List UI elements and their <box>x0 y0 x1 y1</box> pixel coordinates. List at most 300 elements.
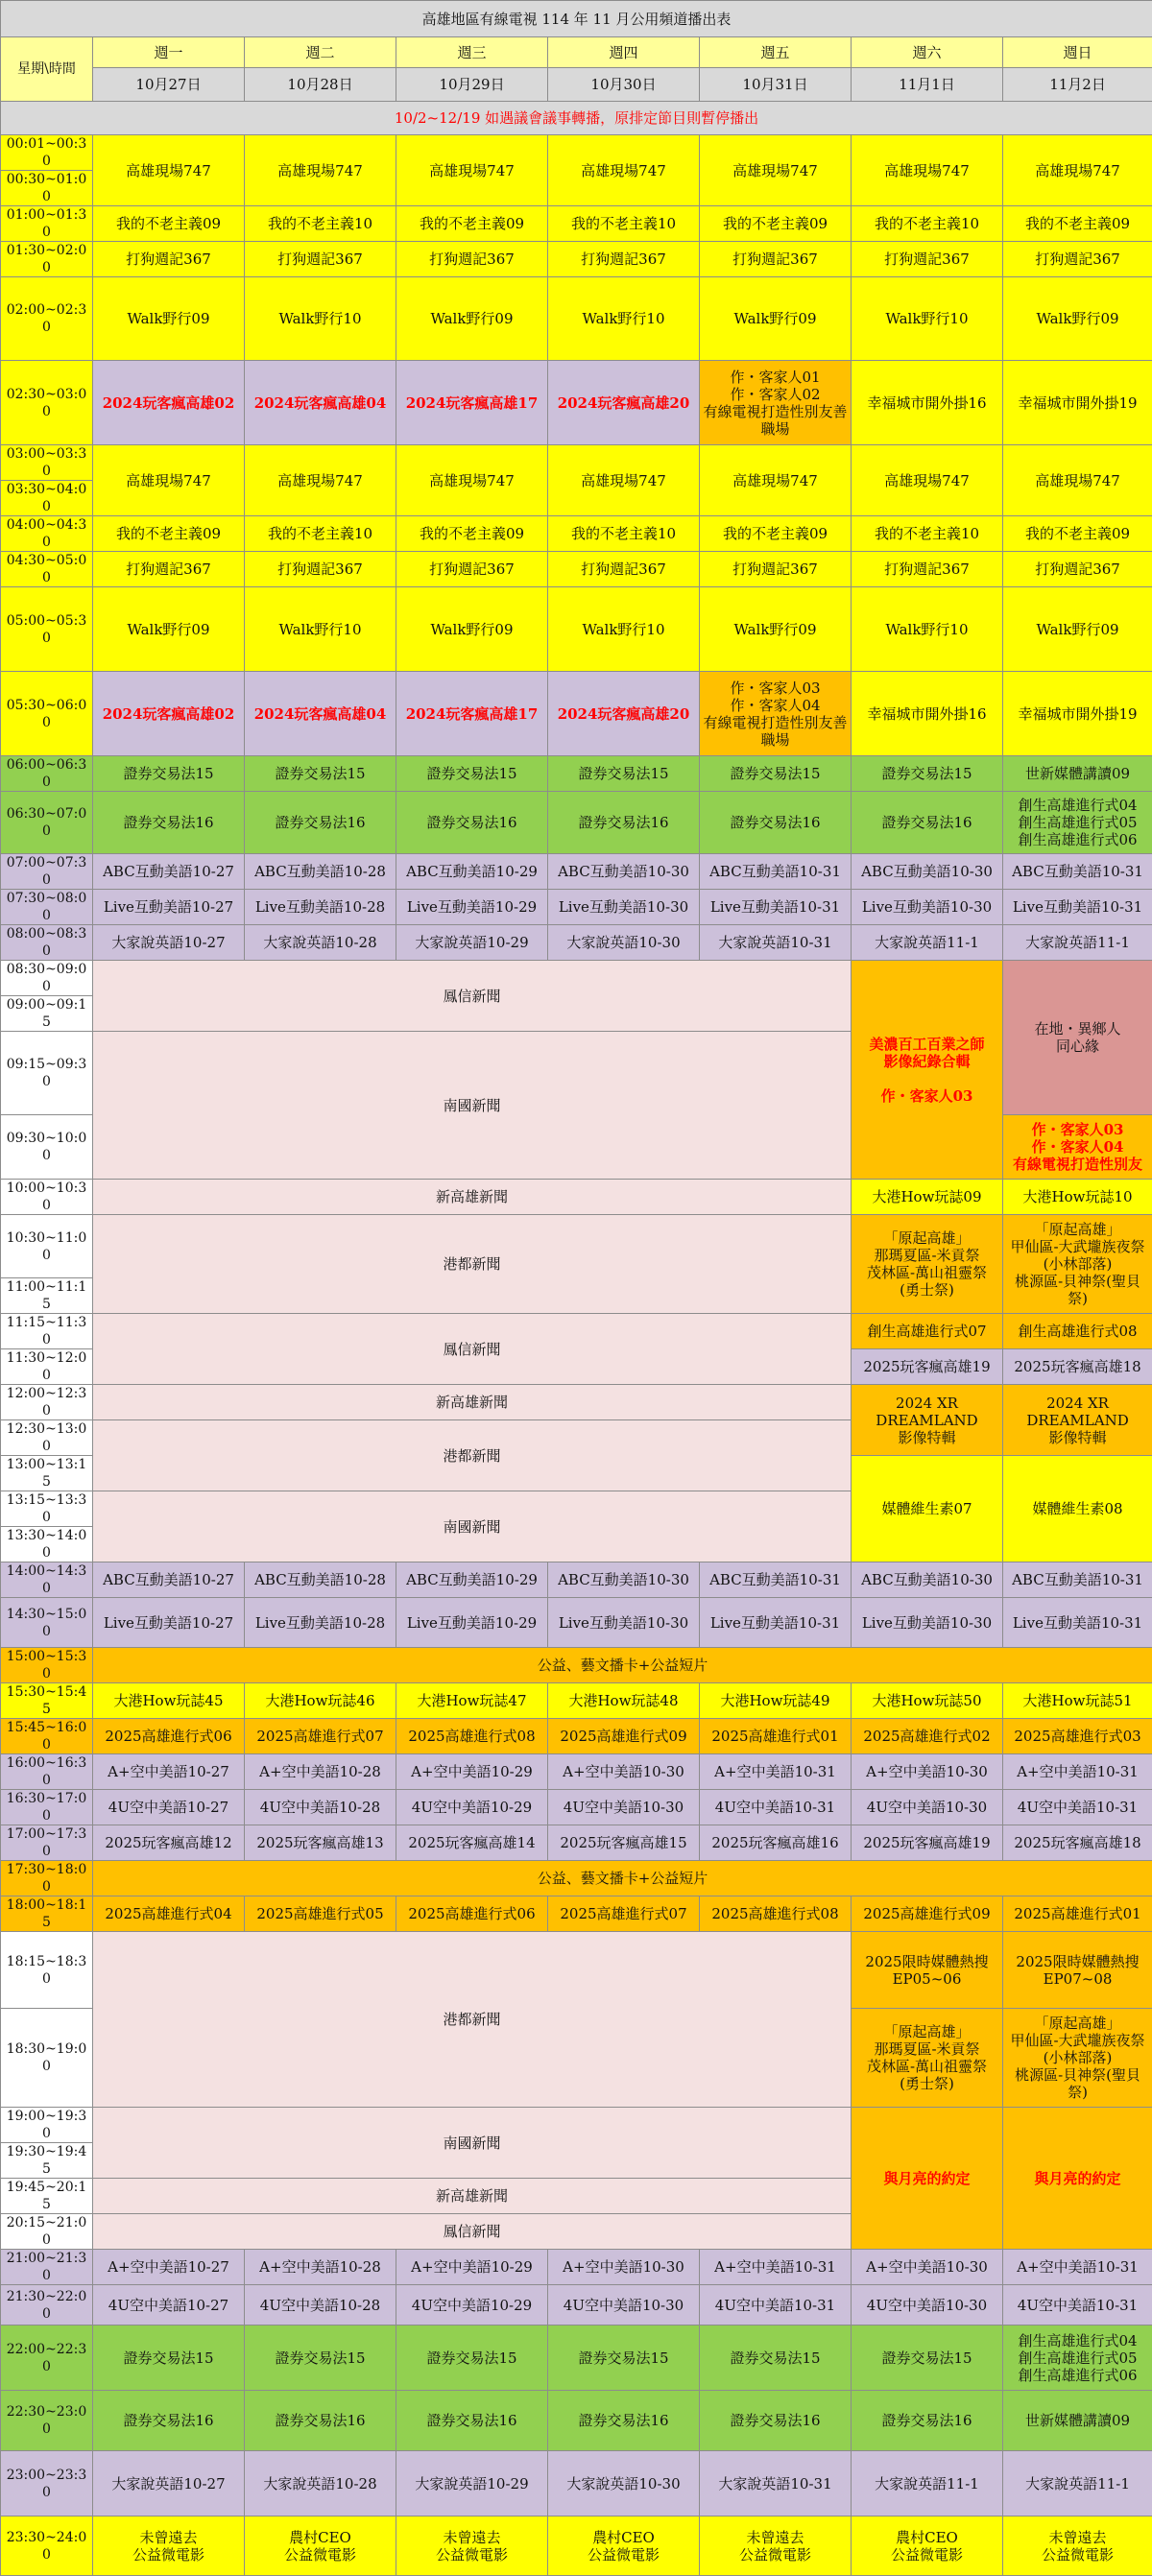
program-cell: 大家說英語10-29 <box>396 2451 548 2516</box>
time-slot: 08:30~09:00 <box>1 961 93 996</box>
program-cell: 證券交易法16 <box>548 792 700 854</box>
program-cell: 打狗週記367 <box>700 242 852 277</box>
program-cell: 大家說英語10-28 <box>245 2451 396 2516</box>
program-cell: 高雄現場747 <box>1003 445 1152 516</box>
program-cell: ABC互動美語10-29 <box>396 1562 548 1598</box>
program-cell: 創生高雄進行式04 創生高雄進行式05 創生高雄進行式06 <box>1003 792 1152 854</box>
program-cell: 我的不老主義10 <box>245 516 396 552</box>
time-slot: 00:01~00:30 <box>1 135 93 171</box>
program-cell: Walk野行09 <box>1003 277 1152 361</box>
time-slot: 09:00~09:15 <box>1 996 93 1032</box>
time-slot: 01:00~01:30 <box>1 206 93 242</box>
program-cell: 打狗週記367 <box>852 552 1003 587</box>
program-cell: 2024玩客瘋高雄17 <box>396 361 548 445</box>
program-cell: Live互動美語10-31 <box>700 1598 852 1648</box>
day-header: 週六 <box>852 37 1003 68</box>
time-slot: 23:30~24:00 <box>1 2516 93 2576</box>
time-slot: 12:30~13:00 <box>1 1420 93 1456</box>
program-cell: 高雄現場747 <box>700 445 852 516</box>
time-slot: 22:00~22:30 <box>1 2326 93 2391</box>
time-slot: 19:00~19:30 <box>1 2108 93 2143</box>
program-cell: Walk野行10 <box>852 587 1003 672</box>
program-cell: 未曾遠去 公益微電影 <box>700 2516 852 2576</box>
date-header: 11月2日 <box>1003 68 1152 102</box>
program-cell: 證券交易法15 <box>396 2326 548 2391</box>
program-cell: 與月亮的約定 <box>1003 2108 1152 2250</box>
program-cell: 幸福城市開外掛16 <box>852 361 1003 445</box>
time-slot: 13:15~13:30 <box>1 1491 93 1527</box>
program-cell: ABC互動美語10-31 <box>700 854 852 890</box>
time-slot: 07:00~07:30 <box>1 854 93 890</box>
program-cell: 農村CEO 公益微電影 <box>245 2516 396 2576</box>
corner-label: 星期\時間 <box>1 37 93 102</box>
program-cell: 作・客家人01 作・客家人02 有線電視打造性別友善職場 <box>700 361 852 445</box>
program-cell: 大家說英語10-27 <box>93 925 245 961</box>
program-cell: 我的不老主義09 <box>700 206 852 242</box>
time-slot: 11:00~11:15 <box>1 1278 93 1314</box>
program-cell: 證券交易法16 <box>396 792 548 854</box>
program-cell: 我的不老主義10 <box>548 206 700 242</box>
program-cell: 高雄現場747 <box>245 445 396 516</box>
program-cell: 證券交易法16 <box>93 792 245 854</box>
public-service-block: 公益、藝文播卡+公益短片 <box>93 1861 1152 1896</box>
program-cell: 「原起高雄」 甲仙區-大武壠族夜祭 (小林部落) 桃源區-貝神祭(聖貝祭) <box>1003 2009 1152 2108</box>
program-cell: A+空中美語10-29 <box>396 2250 548 2285</box>
program-cell: 「原起高雄」 那瑪夏區-米貢祭 茂林區-萬山祖靈祭 (勇士祭) <box>852 1215 1003 1314</box>
program-cell: 4U空中美語10-28 <box>245 1790 396 1825</box>
program-cell: 4U空中美語10-31 <box>1003 1790 1152 1825</box>
program-cell: 大家說英語11-1 <box>852 925 1003 961</box>
program-cell: 2025高雄進行式09 <box>852 1896 1003 1932</box>
program-cell: 2025高雄進行式01 <box>1003 1896 1152 1932</box>
program-cell: 高雄現場747 <box>852 445 1003 516</box>
time-slot: 00:30~01:00 <box>1 171 93 206</box>
time-slot: 04:00~04:30 <box>1 516 93 552</box>
program-cell: 2025高雄進行式06 <box>396 1896 548 1932</box>
program-cell: 2024玩客瘋高雄20 <box>548 672 700 756</box>
program-cell: 4U空中美語10-31 <box>700 1790 852 1825</box>
program-cell: 我的不老主義09 <box>700 516 852 552</box>
program-cell: 證券交易法15 <box>700 756 852 792</box>
time-slot: 22:30~23:00 <box>1 2391 93 2451</box>
program-cell: 我的不老主義09 <box>1003 516 1152 552</box>
program-cell: Live互動美語10-27 <box>93 890 245 925</box>
program-cell: 大港How玩誌45 <box>93 1683 245 1719</box>
program-cell: 「原起高雄」 那瑪夏區-米貢祭 茂林區-萬山祖靈祭 (勇士祭) <box>852 2009 1003 2108</box>
program-cell: A+空中美語10-28 <box>245 2250 396 2285</box>
date-header: 10月28日 <box>245 68 396 102</box>
program-cell: 4U空中美語10-31 <box>1003 2285 1152 2326</box>
news-block: 新高雄新聞 <box>93 2179 852 2214</box>
program-cell: 證券交易法15 <box>245 756 396 792</box>
news-block: 南國新聞 <box>93 1032 852 1180</box>
program-cell: 2025高雄進行式06 <box>93 1719 245 1754</box>
program-cell: A+空中美語10-29 <box>396 1754 548 1790</box>
time-slot: 01:30~02:00 <box>1 242 93 277</box>
program-cell: 在地・異鄉人 同心緣 <box>1003 961 1152 1115</box>
time-slot: 13:00~13:15 <box>1 1456 93 1491</box>
program-cell: Live互動美語10-30 <box>852 890 1003 925</box>
program-cell: 世新媒體講讀09 <box>1003 2391 1152 2451</box>
time-slot: 17:30~18:00 <box>1 1861 93 1896</box>
program-cell: 大港How玩誌10 <box>1003 1180 1152 1215</box>
program-cell: 2025高雄進行式03 <box>1003 1719 1152 1754</box>
program-cell: 未曾遠去 公益微電影 <box>93 2516 245 2576</box>
news-block: 南國新聞 <box>93 1491 852 1562</box>
news-block: 港都新聞 <box>93 1932 852 2108</box>
program-cell: 2024玩客瘋高雄04 <box>245 672 396 756</box>
time-slot: 10:30~11:00 <box>1 1215 93 1278</box>
program-cell: 打狗週記367 <box>548 552 700 587</box>
news-block: 南國新聞 <box>93 2108 852 2179</box>
program-cell: 高雄現場747 <box>1003 135 1152 206</box>
program-cell: 未曾遠去 公益微電影 <box>1003 2516 1152 2576</box>
program-cell: 證券交易法16 <box>700 2391 852 2451</box>
date-header: 10月27日 <box>93 68 245 102</box>
program-cell: 4U空中美語10-30 <box>548 1790 700 1825</box>
program-cell: Walk野行10 <box>548 277 700 361</box>
time-slot: 16:30~17:00 <box>1 1790 93 1825</box>
program-cell: 證券交易法16 <box>245 2391 396 2451</box>
program-cell: 2025玩客瘋高雄12 <box>93 1825 245 1861</box>
time-slot: 17:00~17:30 <box>1 1825 93 1861</box>
program-cell: 證券交易法15 <box>852 2326 1003 2391</box>
program-cell: 4U空中美語10-28 <box>245 2285 396 2326</box>
program-cell: 高雄現場747 <box>852 135 1003 206</box>
program-cell: 高雄現場747 <box>700 135 852 206</box>
program-cell: 我的不老主義09 <box>396 206 548 242</box>
program-cell: 2025高雄進行式07 <box>548 1896 700 1932</box>
day-header: 週三 <box>396 37 548 68</box>
program-cell: 大家說英語11-1 <box>1003 925 1152 961</box>
program-cell: 4U空中美語10-29 <box>396 1790 548 1825</box>
time-slot: 08:00~08:30 <box>1 925 93 961</box>
program-cell: 幸福城市開外掛16 <box>852 672 1003 756</box>
program-cell: 2025限時媒體熱搜 EP07~08 <box>1003 1932 1152 2009</box>
program-cell: 大家說英語10-30 <box>548 2451 700 2516</box>
program-cell: A+空中美語10-30 <box>548 2250 700 2285</box>
program-cell: 高雄現場747 <box>548 445 700 516</box>
program-cell: A+空中美語10-27 <box>93 1754 245 1790</box>
program-cell: 2025高雄進行式05 <box>245 1896 396 1932</box>
time-slot: 15:00~15:30 <box>1 1648 93 1683</box>
program-cell: 2025玩客瘋高雄14 <box>396 1825 548 1861</box>
date-header: 10月31日 <box>700 68 852 102</box>
program-cell: 我的不老主義09 <box>1003 206 1152 242</box>
program-cell: 打狗週記367 <box>396 552 548 587</box>
time-slot: 19:45~20:15 <box>1 2179 93 2214</box>
program-cell: 2025高雄進行式08 <box>700 1896 852 1932</box>
program-cell: 2024玩客瘋高雄04 <box>245 361 396 445</box>
program-cell: 作・客家人03 作・客家人04 有線電視打造性別友 <box>1003 1115 1152 1180</box>
time-slot: 02:00~02:30 <box>1 277 93 361</box>
time-slot: 16:00~16:30 <box>1 1754 93 1790</box>
program-cell: Walk野行09 <box>93 587 245 672</box>
program-cell: 農村CEO 公益微電影 <box>548 2516 700 2576</box>
program-cell: 高雄現場747 <box>93 135 245 206</box>
program-cell: 世新媒體講讀09 <box>1003 756 1152 792</box>
time-slot: 03:00~03:30 <box>1 445 93 481</box>
news-block: 新高雄新聞 <box>93 1385 852 1420</box>
program-cell: 證券交易法16 <box>852 792 1003 854</box>
program-cell: 2024玩客瘋高雄20 <box>548 361 700 445</box>
program-cell: Walk野行10 <box>245 277 396 361</box>
program-cell: 打狗週記367 <box>93 552 245 587</box>
program-cell: 證券交易法16 <box>93 2391 245 2451</box>
program-cell: Live互動美語10-27 <box>93 1598 245 1648</box>
program-cell: Walk野行09 <box>93 277 245 361</box>
program-cell: 高雄現場747 <box>396 135 548 206</box>
program-cell: 證券交易法15 <box>396 756 548 792</box>
day-header: 週一 <box>93 37 245 68</box>
program-cell: 4U空中美語10-30 <box>852 2285 1003 2326</box>
program-cell: 大港How玩誌46 <box>245 1683 396 1719</box>
program-cell: 證券交易法15 <box>93 2326 245 2391</box>
program-cell: 2025高雄進行式08 <box>396 1719 548 1754</box>
program-cell: 打狗週記367 <box>245 242 396 277</box>
program-cell: Live互動美語10-31 <box>1003 890 1152 925</box>
program-cell: 證券交易法16 <box>700 792 852 854</box>
program-cell: 打狗週記367 <box>700 552 852 587</box>
program-cell: 幸福城市開外掛19 <box>1003 672 1152 756</box>
program-cell: 2025玩客瘋高雄16 <box>700 1825 852 1861</box>
program-cell: Walk野行09 <box>1003 587 1152 672</box>
program-cell: Walk野行09 <box>700 587 852 672</box>
program-cell: Live互動美語10-30 <box>548 890 700 925</box>
program-cell: Live互動美語10-29 <box>396 1598 548 1648</box>
time-slot: 13:30~14:00 <box>1 1527 93 1562</box>
time-slot: 10:00~10:30 <box>1 1180 93 1215</box>
time-slot: 18:15~18:30 <box>1 1932 93 2009</box>
program-cell: A+空中美語10-30 <box>852 2250 1003 2285</box>
program-cell: 幸福城市開外掛19 <box>1003 361 1152 445</box>
program-cell: 大家說英語11-1 <box>852 2451 1003 2516</box>
program-cell: ABC互動美語10-29 <box>396 854 548 890</box>
day-header: 週二 <box>245 37 396 68</box>
program-cell: 2024 XR DREAMLAND 影像特輯 <box>1003 1385 1152 1456</box>
news-block: 鳳信新聞 <box>93 2214 852 2250</box>
program-cell: 高雄現場747 <box>93 445 245 516</box>
date-header: 10月30日 <box>548 68 700 102</box>
time-slot: 15:45~16:00 <box>1 1719 93 1754</box>
program-cell: 與月亮的約定 <box>852 2108 1003 2250</box>
program-cell: ABC互動美語10-28 <box>245 854 396 890</box>
program-cell: 我的不老主義10 <box>852 206 1003 242</box>
program-cell: 大家說英語10-30 <box>548 925 700 961</box>
program-cell: ABC互動美語10-31 <box>1003 1562 1152 1598</box>
program-cell: 大家說英語10-28 <box>245 925 396 961</box>
program-cell: 2025高雄進行式09 <box>548 1719 700 1754</box>
news-block: 新高雄新聞 <box>93 1180 852 1215</box>
program-cell: 創生高雄進行式08 <box>1003 1314 1152 1349</box>
program-cell: 打狗週記367 <box>852 242 1003 277</box>
program-cell: Live互動美語10-28 <box>245 1598 396 1648</box>
time-slot: 14:00~14:30 <box>1 1562 93 1598</box>
notice-banner: 10/2~12/19 如遇議會議事轉播，原排定節目則暫停播出 <box>1 102 1152 135</box>
program-cell: 高雄現場747 <box>396 445 548 516</box>
program-cell: 未曾遠去 公益微電影 <box>396 2516 548 2576</box>
program-cell: 大港How玩誌47 <box>396 1683 548 1719</box>
program-cell: 2024玩客瘋高雄02 <box>93 672 245 756</box>
program-cell: ABC互動美語10-30 <box>548 854 700 890</box>
time-slot: 09:30~10:00 <box>1 1115 93 1180</box>
program-cell: 2025玩客瘋高雄18 <box>1003 1825 1152 1861</box>
time-slot: 06:30~07:00 <box>1 792 93 854</box>
program-cell: 2025玩客瘋高雄19 <box>852 1825 1003 1861</box>
program-cell: A+空中美語10-28 <box>245 1754 396 1790</box>
program-cell: 2024玩客瘋高雄17 <box>396 672 548 756</box>
program-cell: A+空中美語10-31 <box>1003 2250 1152 2285</box>
time-slot: 05:00~05:30 <box>1 587 93 672</box>
program-cell: A+空中美語10-27 <box>93 2250 245 2285</box>
program-cell: Walk野行09 <box>700 277 852 361</box>
time-slot: 03:30~04:00 <box>1 481 93 516</box>
day-header: 週四 <box>548 37 700 68</box>
program-cell: ABC互動美語10-28 <box>245 1562 396 1598</box>
program-cell: Walk野行09 <box>396 277 548 361</box>
news-block: 鳳信新聞 <box>93 961 852 1032</box>
program-cell: 大家說英語11-1 <box>1003 2451 1152 2516</box>
program-cell: 美濃百工百業之師 影像紀錄合輯 作・客家人03 <box>852 961 1003 1180</box>
program-cell: 大家說英語10-31 <box>700 2451 852 2516</box>
program-cell: 農村CEO 公益微電影 <box>852 2516 1003 2576</box>
program-cell: 創生高雄進行式04 創生高雄進行式05 創生高雄進行式06 <box>1003 2326 1152 2391</box>
program-cell: A+空中美語10-31 <box>1003 1754 1152 1790</box>
program-cell: 證券交易法15 <box>245 2326 396 2391</box>
program-cell: 大港How玩誌48 <box>548 1683 700 1719</box>
news-block: 港都新聞 <box>93 1215 852 1314</box>
program-cell: 我的不老主義10 <box>852 516 1003 552</box>
program-cell: 高雄現場747 <box>245 135 396 206</box>
time-slot: 19:30~19:45 <box>1 2143 93 2179</box>
program-cell: 2024玩客瘋高雄02 <box>93 361 245 445</box>
time-slot: 21:00~21:30 <box>1 2250 93 2285</box>
program-cell: 大港How玩誌50 <box>852 1683 1003 1719</box>
date-header: 11月1日 <box>852 68 1003 102</box>
program-cell: 2025玩客瘋高雄18 <box>1003 1349 1152 1385</box>
time-slot: 23:00~23:30 <box>1 2451 93 2516</box>
program-cell: ABC互動美語10-27 <box>93 1562 245 1598</box>
program-cell: 作・客家人03 作・客家人04 有線電視打造性別友善職場 <box>700 672 852 756</box>
program-cell: 證券交易法15 <box>852 756 1003 792</box>
program-cell: 我的不老主義09 <box>93 516 245 552</box>
time-slot: 20:15~21:00 <box>1 2214 93 2250</box>
program-cell: 大港How玩誌49 <box>700 1683 852 1719</box>
news-block: 鳳信新聞 <box>93 1314 852 1385</box>
program-cell: 我的不老主義09 <box>93 206 245 242</box>
time-slot: 11:30~12:00 <box>1 1349 93 1385</box>
program-cell: 證券交易法16 <box>548 2391 700 2451</box>
time-slot: 11:15~11:30 <box>1 1314 93 1349</box>
program-cell: 4U空中美語10-30 <box>548 2285 700 2326</box>
time-slot: 18:00~18:15 <box>1 1896 93 1932</box>
program-cell: 我的不老主義10 <box>548 516 700 552</box>
date-header: 10月29日 <box>396 68 548 102</box>
time-slot: 09:15~09:30 <box>1 1032 93 1115</box>
program-cell: Walk野行10 <box>548 587 700 672</box>
program-cell: 證券交易法15 <box>548 2326 700 2391</box>
program-cell: 2025限時媒體熱搜 EP05~06 <box>852 1932 1003 2009</box>
program-cell: 打狗週記367 <box>548 242 700 277</box>
public-service-block: 公益、藝文播卡+公益短片 <box>93 1648 1152 1683</box>
program-cell: 證券交易法15 <box>700 2326 852 2391</box>
program-cell: ABC互動美語10-31 <box>700 1562 852 1598</box>
program-cell: 2025玩客瘋高雄19 <box>852 1349 1003 1385</box>
program-cell: 大港How玩誌09 <box>852 1180 1003 1215</box>
program-cell: 2025高雄進行式02 <box>852 1719 1003 1754</box>
time-slot: 14:30~15:00 <box>1 1598 93 1648</box>
day-header: 週五 <box>700 37 852 68</box>
time-slot: 05:30~06:00 <box>1 672 93 756</box>
program-cell: ABC互動美語10-30 <box>852 1562 1003 1598</box>
program-cell: A+空中美語10-31 <box>700 1754 852 1790</box>
program-cell: ABC互動美語10-30 <box>548 1562 700 1598</box>
program-cell: 4U空中美語10-30 <box>852 1790 1003 1825</box>
program-cell: Walk野行10 <box>852 277 1003 361</box>
program-cell: 高雄現場747 <box>548 135 700 206</box>
program-cell: ABC互動美語10-27 <box>93 854 245 890</box>
program-cell: Live互動美語10-28 <box>245 890 396 925</box>
program-cell: 我的不老主義09 <box>396 516 548 552</box>
program-cell: 2025玩客瘋高雄13 <box>245 1825 396 1861</box>
time-slot: 12:00~12:30 <box>1 1385 93 1420</box>
program-cell: Live互動美語10-29 <box>396 890 548 925</box>
program-cell: 2025玩客瘋高雄15 <box>548 1825 700 1861</box>
time-slot: 06:00~06:30 <box>1 756 93 792</box>
program-cell: 4U空中美語10-27 <box>93 2285 245 2326</box>
time-slot: 21:30~22:00 <box>1 2285 93 2326</box>
time-slot: 18:30~19:00 <box>1 2009 93 2108</box>
program-cell: 打狗週記367 <box>1003 242 1152 277</box>
program-cell: 證券交易法16 <box>396 2391 548 2451</box>
program-cell: 創生高雄進行式07 <box>852 1314 1003 1349</box>
program-cell: 我的不老主義10 <box>245 206 396 242</box>
program-cell: Live互動美語10-31 <box>1003 1598 1152 1648</box>
time-slot: 07:30~08:00 <box>1 890 93 925</box>
program-cell: 打狗週記367 <box>396 242 548 277</box>
program-cell: ABC互動美語10-31 <box>1003 854 1152 890</box>
program-cell: Live互動美語10-30 <box>548 1598 700 1648</box>
program-cell: ABC互動美語10-30 <box>852 854 1003 890</box>
time-slot: 02:30~03:00 <box>1 361 93 445</box>
program-cell: 打狗週記367 <box>93 242 245 277</box>
program-cell: 4U空中美語10-29 <box>396 2285 548 2326</box>
program-cell: 證券交易法15 <box>548 756 700 792</box>
program-cell: 大家說英語10-29 <box>396 925 548 961</box>
program-cell: 2025高雄進行式07 <box>245 1719 396 1754</box>
day-header: 週日 <box>1003 37 1152 68</box>
program-cell: 2024 XR DREAMLAND 影像特輯 <box>852 1385 1003 1456</box>
program-cell: 打狗週記367 <box>1003 552 1152 587</box>
program-cell: 媒體維生素08 <box>1003 1456 1152 1562</box>
program-cell: Live互動美語10-30 <box>852 1598 1003 1648</box>
time-slot: 04:30~05:00 <box>1 552 93 587</box>
program-cell: Walk野行09 <box>396 587 548 672</box>
time-slot: 15:30~15:45 <box>1 1683 93 1719</box>
program-cell: 大家說英語10-31 <box>700 925 852 961</box>
program-cell: 「原起高雄」 甲仙區-大武壠族夜祭 (小林部落) 桃源區-貝神祭(聖貝祭) <box>1003 1215 1152 1314</box>
schedule-title: 高雄地區有線電視 114 年 11 月公用頻道播出表 <box>1 1 1152 37</box>
program-cell: 4U空中美語10-27 <box>93 1790 245 1825</box>
program-cell: 大港How玩誌51 <box>1003 1683 1152 1719</box>
news-block: 港都新聞 <box>93 1420 852 1491</box>
program-cell: 2025高雄進行式01 <box>700 1719 852 1754</box>
program-cell: 2025高雄進行式04 <box>93 1896 245 1932</box>
program-cell: 大家說英語10-27 <box>93 2451 245 2516</box>
program-cell: 媒體維生素07 <box>852 1456 1003 1562</box>
program-cell: Live互動美語10-31 <box>700 890 852 925</box>
program-cell: A+空中美語10-31 <box>700 2250 852 2285</box>
